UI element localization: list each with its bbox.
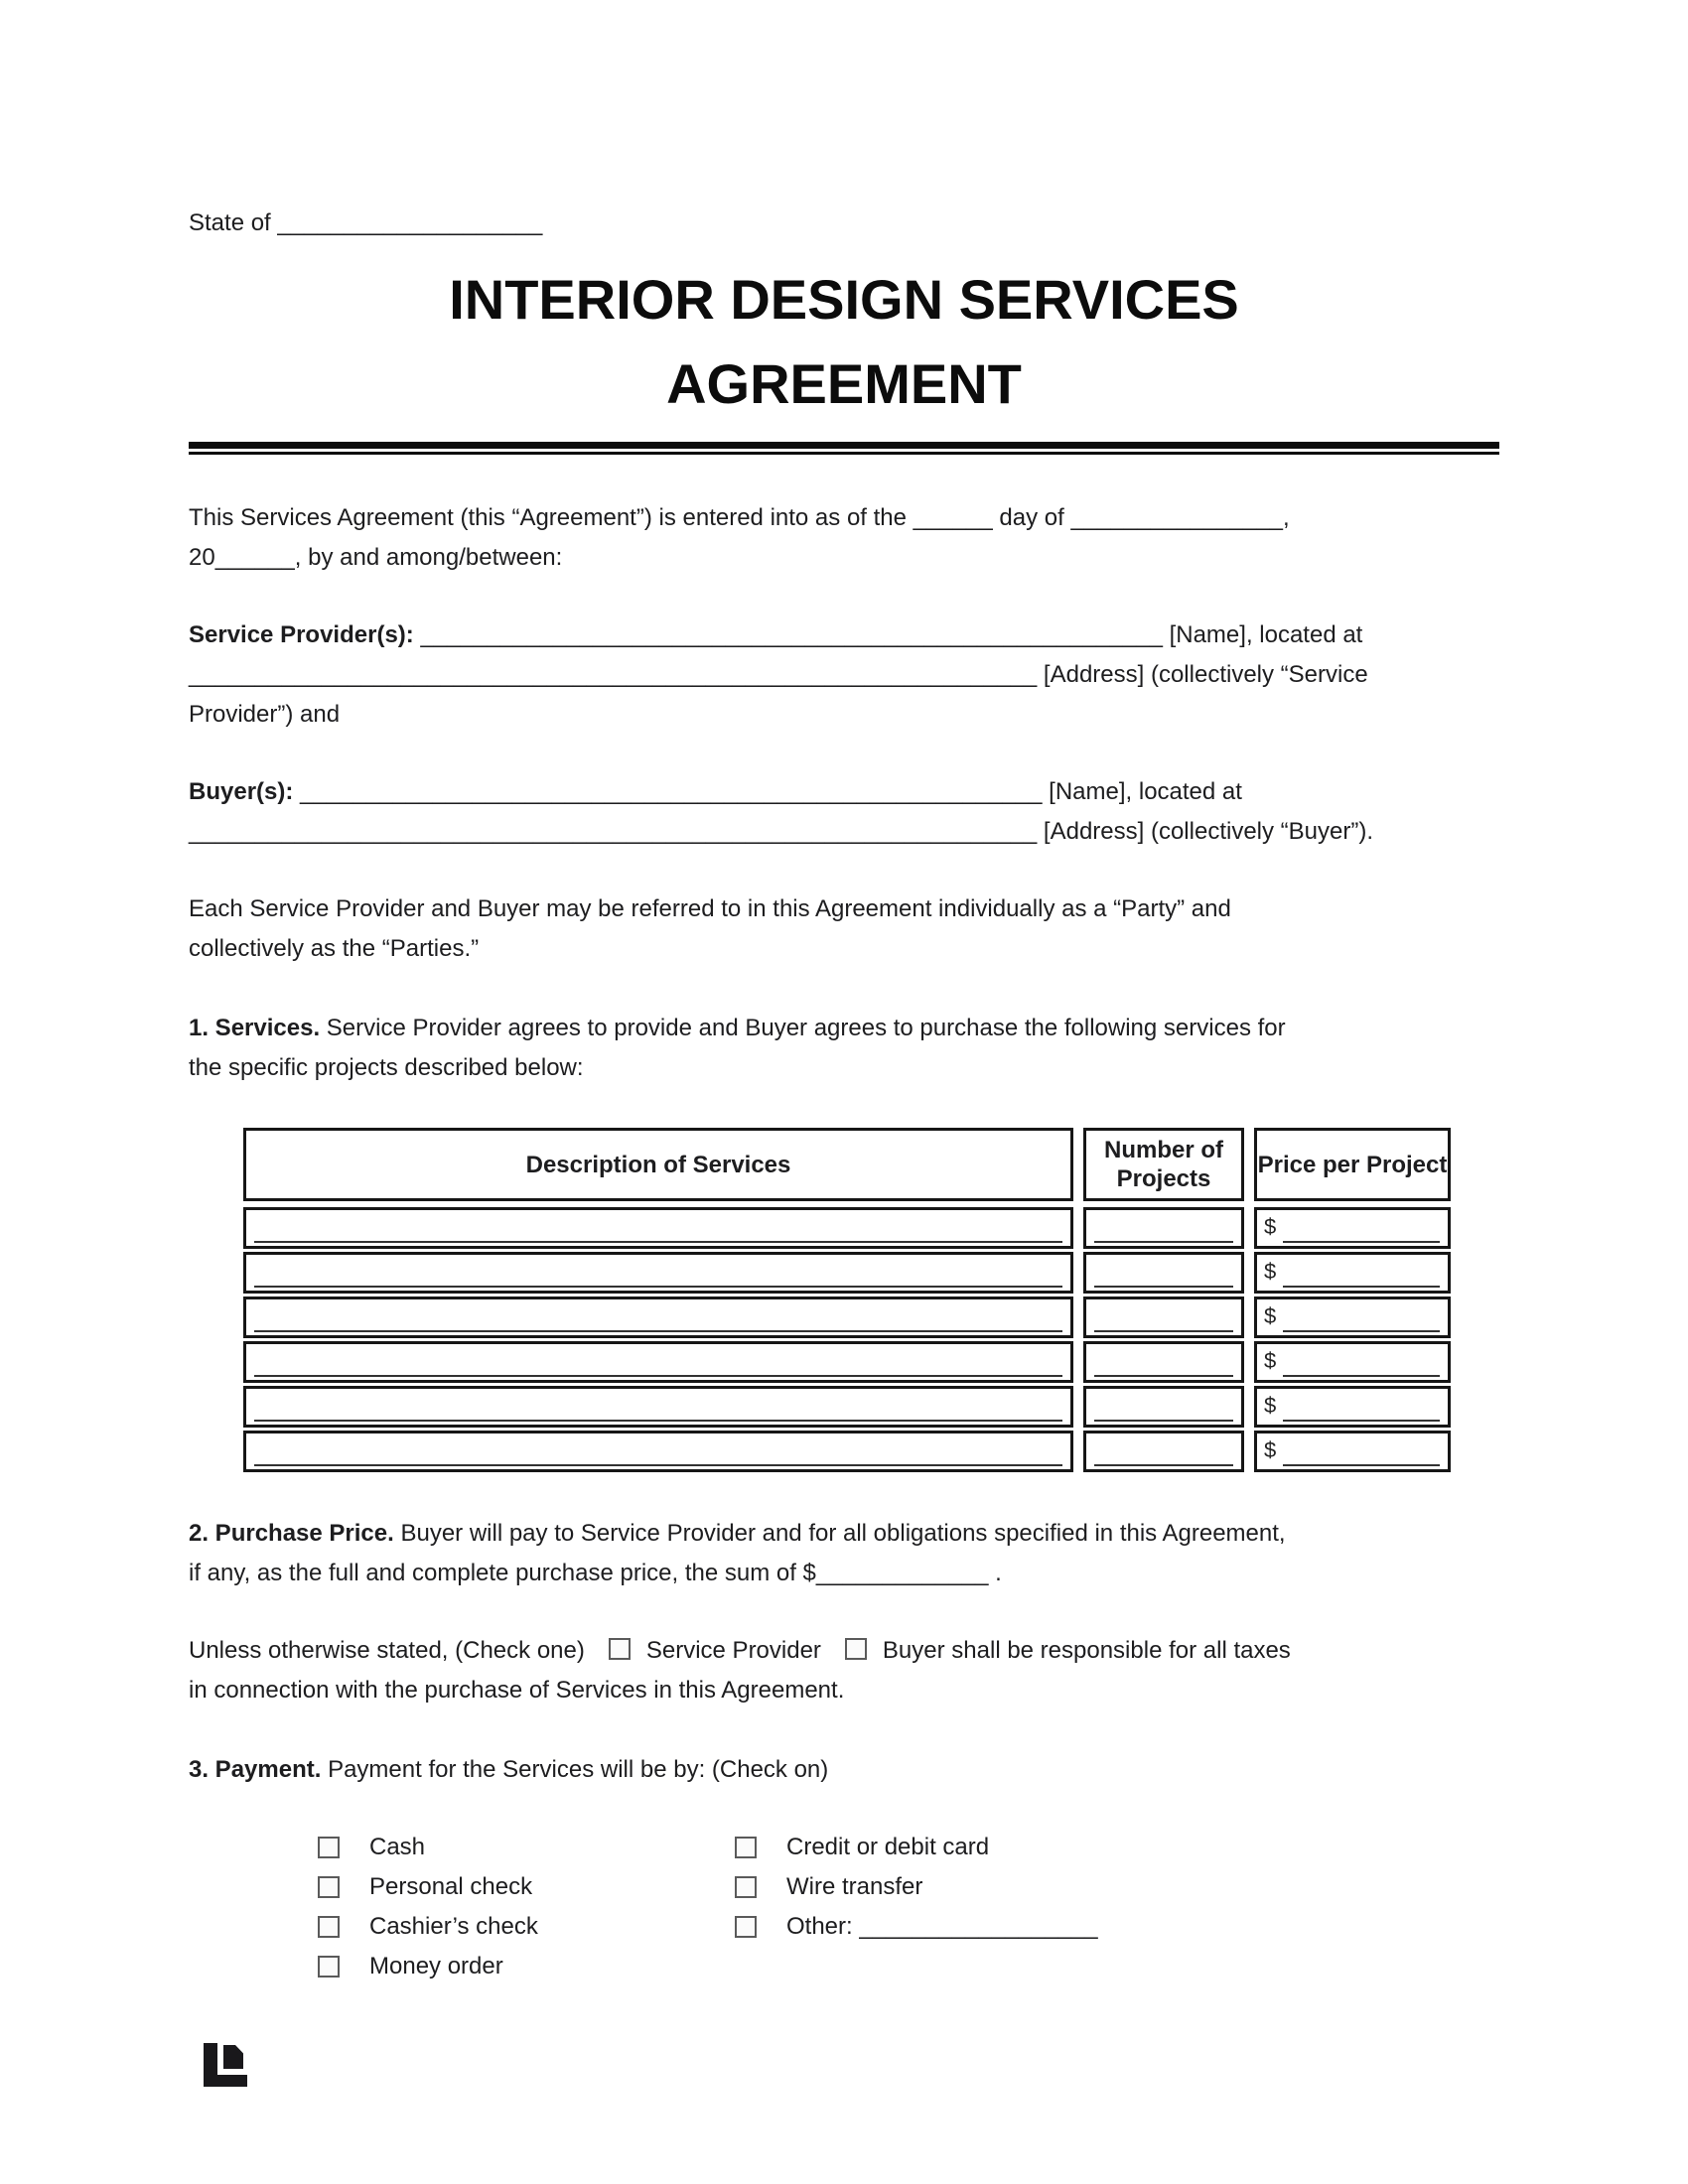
payment-heading-text: Payment for the Services will be by: (Check on)	[321, 1756, 829, 1783]
payment-options-right-column	[735, 1828, 1098, 1986]
price-input-cell[interactable]	[1254, 1207, 1451, 1249]
description-input-cell[interactable]	[243, 1207, 1073, 1249]
fill-in-line	[254, 1464, 1062, 1466]
projects-count-input-cell[interactable]	[1083, 1297, 1244, 1338]
service-provider-close-line: Provider”) and	[189, 701, 341, 728]
dollar-sign: $	[1264, 1303, 1277, 1328]
money-order-checkbox-icon[interactable]	[318, 1956, 340, 1978]
payment-option-money-order	[318, 1947, 735, 1986]
services-table-row	[243, 1386, 1451, 1428]
intro-paragraph	[189, 498, 1499, 578]
description-input-cell[interactable]	[243, 1386, 1073, 1428]
payment-section-number: 3. Payment.	[189, 1756, 322, 1783]
fill-in-line	[254, 1330, 1062, 1332]
purchase-price-section-number: 2. Purchase Price.	[189, 1520, 394, 1547]
title-line-2: AGREEMENT	[666, 352, 1022, 415]
wire-transfer-checkbox-icon[interactable]	[735, 1876, 757, 1898]
dollar-sign: $	[1264, 1259, 1277, 1284]
fill-in-line	[1283, 1375, 1440, 1377]
price-input-cell[interactable]	[1254, 1431, 1451, 1472]
buyer-name-blank: ________________________________________________________ [Name], located at	[293, 778, 1242, 805]
payment-options	[318, 1828, 1499, 1986]
payment-option-wire-transfer	[735, 1867, 1098, 1907]
service-provider-name-line	[189, 615, 1499, 655]
description-input-cell[interactable]	[243, 1341, 1073, 1383]
dollar-sign: $	[1264, 1348, 1277, 1373]
dollar-sign: $	[1264, 1437, 1277, 1462]
cash-checkbox-icon[interactable]	[318, 1837, 340, 1858]
fill-in-line	[254, 1241, 1062, 1243]
intro-line: This Services Agreement (this “Agreement”) is entered into as of the ______ day of ________________,	[189, 504, 1290, 531]
dollar-sign: $	[1264, 1214, 1277, 1239]
header-description-of-services: Description of Services	[243, 1128, 1073, 1201]
option-label: Other: __________________	[786, 1913, 1098, 1940]
fill-in-line	[254, 1375, 1062, 1377]
services-table-header-row	[243, 1128, 1451, 1201]
taxes-line2: in connection with the purchase of Services in this Agreement.	[189, 1677, 845, 1704]
projects-count-input-cell[interactable]	[1083, 1207, 1244, 1249]
payment-option-credit-debit	[735, 1828, 1098, 1867]
fill-in-line	[1094, 1330, 1233, 1332]
document-content	[189, 204, 1499, 1986]
page-title	[189, 257, 1499, 426]
option-label: Money order	[369, 1953, 503, 1979]
purchase-price-line1	[189, 1514, 1499, 1554]
legal-templates-logo	[204, 2043, 247, 2087]
services-table-row	[243, 1297, 1451, 1338]
service-provider-address-line: ________________________________________________________________ [Address] (collectively “Service	[189, 661, 1368, 688]
price-input-cell[interactable]	[1254, 1297, 1451, 1338]
logo-document-icon	[223, 2045, 243, 2069]
fill-in-line	[1283, 1464, 1440, 1466]
purchase-price-line2: if any, as the full and complete purchase price, the sum of $_____________ .	[189, 1560, 1002, 1586]
services-heading-line2: the specific projects described below:	[189, 1054, 584, 1081]
header-price-per-project: Price per Project	[1254, 1128, 1451, 1201]
fill-in-line	[1283, 1286, 1440, 1288]
taxes-text-2: Buyer shall be responsible for all taxes	[882, 1637, 1291, 1664]
payment-option-cashiers-check	[318, 1907, 735, 1947]
services-section-number: 1. Services.	[189, 1015, 321, 1041]
description-input-cell[interactable]	[243, 1252, 1073, 1294]
description-input-cell[interactable]	[243, 1431, 1073, 1472]
section-1-services	[189, 1009, 1499, 1088]
service-provider-label: Service Provider(s):	[189, 621, 414, 648]
taxes-text-1: Unless otherwise stated, (Check one)	[189, 1637, 585, 1664]
payment-option-other	[735, 1907, 1098, 1947]
buyer-address-line: ________________________________________________________________ [Address] (collectively “Buyer”).	[189, 818, 1374, 845]
projects-count-input-cell[interactable]	[1083, 1252, 1244, 1294]
taxes-paragraph	[189, 1631, 1499, 1710]
purchase-price-text: Buyer will pay to Service Provider and for all obligations specified in this Agreement,	[393, 1520, 1286, 1547]
fill-in-line	[1094, 1241, 1233, 1243]
fill-in-line	[1283, 1241, 1440, 1243]
price-input-cell[interactable]	[1254, 1341, 1451, 1383]
buyer-label: Buyer(s):	[189, 778, 294, 805]
buyer-paragraph	[189, 772, 1499, 852]
fill-in-line	[1283, 1330, 1440, 1332]
services-table-row	[243, 1252, 1451, 1294]
cashiers-check-checkbox-icon[interactable]	[318, 1916, 340, 1938]
services-table-row	[243, 1341, 1451, 1383]
option-label: Credit or debit card	[786, 1834, 990, 1860]
title-rule-divider	[189, 442, 1499, 455]
personal-check-checkbox-icon[interactable]	[318, 1876, 340, 1898]
fill-in-line	[254, 1420, 1062, 1422]
other-checkbox-icon[interactable]	[735, 1916, 757, 1938]
fill-in-line	[1094, 1375, 1233, 1377]
services-table-row	[243, 1431, 1451, 1472]
taxes-line1	[189, 1631, 1499, 1671]
section-3-payment	[189, 1750, 1499, 1790]
credit-debit-checkbox-icon[interactable]	[735, 1837, 757, 1858]
price-input-cell[interactable]	[1254, 1386, 1451, 1428]
service-provider-name-blank: ________________________________________________________ [Name], located at	[413, 621, 1363, 648]
intro-line: 20______, by and among/between:	[189, 544, 563, 571]
service-provider-paragraph	[189, 615, 1499, 735]
fill-in-line	[1283, 1420, 1440, 1422]
payment-option-cash	[318, 1828, 735, 1867]
option-label: Wire transfer	[786, 1873, 923, 1900]
payment-options-left-column	[318, 1828, 735, 1986]
payment-heading-line	[189, 1750, 1499, 1790]
services-heading-line	[189, 1009, 1499, 1048]
buyer-name-line	[189, 772, 1499, 812]
logo-l-base	[204, 2075, 247, 2087]
parties-line: Each Service Provider and Buyer may be referred to in this Agreement individually as a “Party” and	[189, 895, 1231, 922]
dollar-sign: $	[1264, 1393, 1277, 1418]
fill-in-line	[1094, 1286, 1233, 1288]
services-heading-text: Service Provider agrees to provide and Buyer agrees to purchase the following services for	[320, 1015, 1286, 1041]
taxes-option-service-provider: Service Provider	[645, 1637, 821, 1664]
projects-count-input-cell[interactable]	[1083, 1386, 1244, 1428]
option-label: Cash	[369, 1834, 426, 1860]
header-number-of-projects: Number of Projects	[1083, 1128, 1244, 1201]
description-input-cell[interactable]	[243, 1297, 1073, 1338]
state-of-line: State of ____________________	[189, 209, 543, 236]
fill-in-line	[1094, 1464, 1233, 1466]
projects-count-input-cell[interactable]	[1083, 1431, 1244, 1472]
parties-line: collectively as the “Parties.”	[189, 935, 480, 962]
section-2-purchase-price	[189, 1514, 1499, 1593]
title-line-1: INTERIOR DESIGN SERVICES	[449, 268, 1239, 331]
fill-in-line	[254, 1286, 1062, 1288]
option-label: Cashier’s check	[369, 1913, 538, 1940]
services-table-row	[243, 1207, 1451, 1249]
service-provider-checkbox-icon[interactable]	[609, 1638, 631, 1660]
buyer-checkbox-icon[interactable]	[845, 1638, 867, 1660]
projects-count-input-cell[interactable]	[1083, 1341, 1244, 1383]
services-table	[243, 1128, 1451, 1472]
parties-paragraph	[189, 889, 1499, 969]
price-input-cell[interactable]	[1254, 1252, 1451, 1294]
fill-in-line	[1094, 1420, 1233, 1422]
payment-option-personal-check	[318, 1867, 735, 1907]
option-label: Personal check	[369, 1873, 533, 1900]
